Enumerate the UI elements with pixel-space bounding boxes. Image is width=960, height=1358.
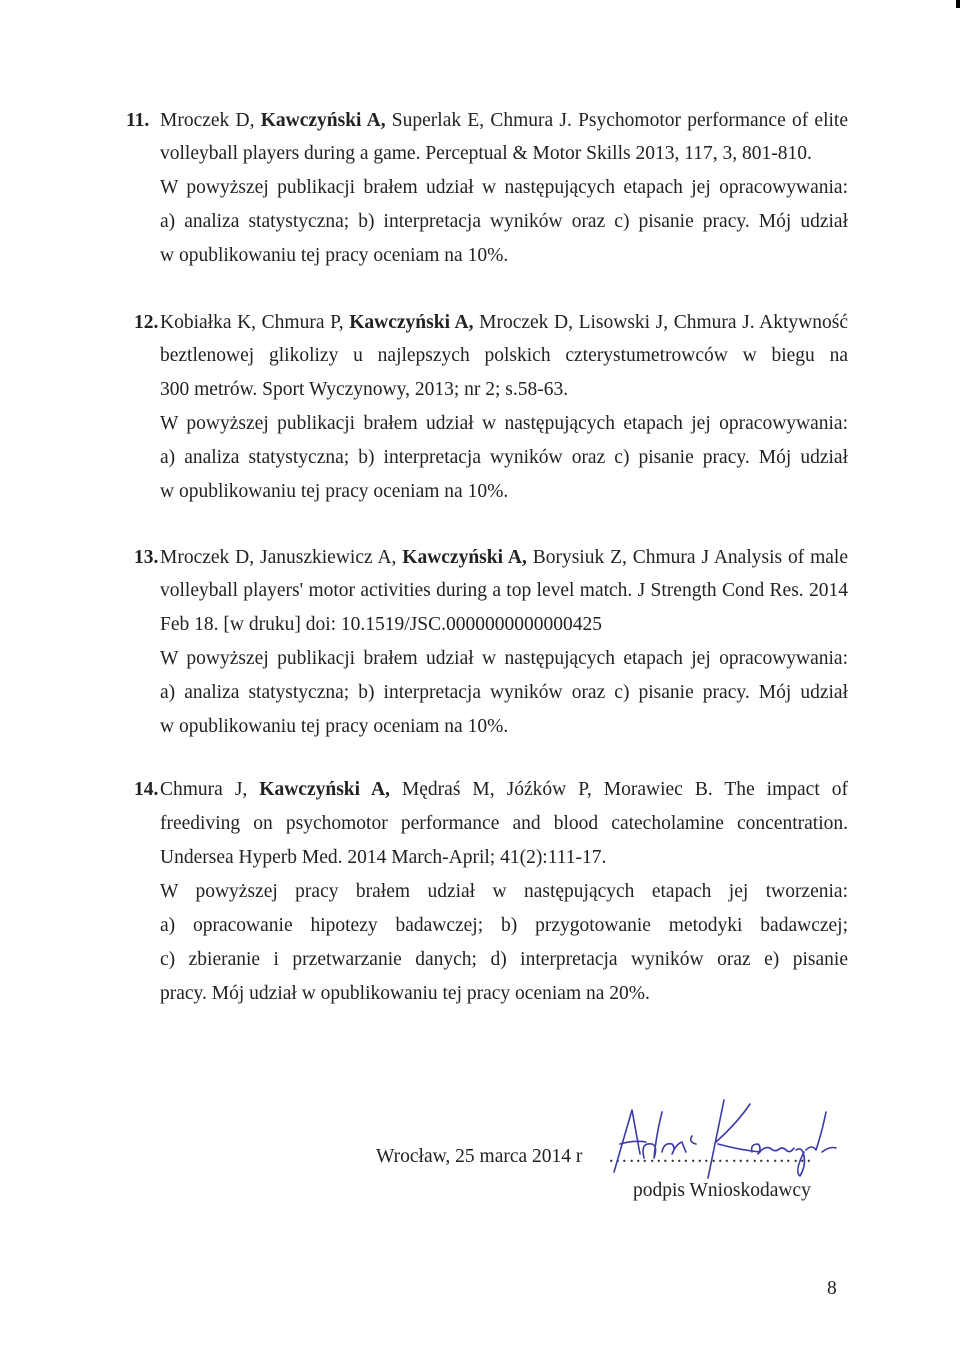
line-text: Chmura J, — [160, 779, 260, 800]
line-text: 300 metrów. Sport Wyczynowy, 2013; nr 2; s.58-63. — [160, 379, 569, 400]
line-text: W powyższej publikacji brałem udział w następujących etapach jej opracowywania: — [160, 177, 848, 198]
entry-line — [160, 608, 848, 642]
line-text: Undersea Hyperb Med. 2014 March-April; 41(2):111-17. — [160, 847, 607, 868]
entry-line — [160, 977, 848, 1011]
signature-line: ………………………… — [608, 1146, 813, 1167]
scan-corner-mark — [956, 0, 960, 8]
entry-line — [160, 943, 848, 977]
entry-line — [160, 676, 848, 710]
entry-number: 13. — [134, 547, 159, 568]
line-text: w opublikowaniu tej pracy oceniam na 10%. — [160, 481, 509, 502]
signature-label: podpis Wnioskodawcy — [633, 1180, 811, 1201]
entry-line — [160, 710, 848, 744]
line-text: c) zbieranie i przetwarzanie danych; d) interpretacja wyników oraz e) pisanie — [160, 949, 848, 970]
entry-line — [160, 104, 848, 138]
line-text: Mroczek D, Lisowski J, Chmura J. Aktywność — [473, 312, 848, 333]
entry-line — [160, 574, 848, 608]
author-highlight: Kawczyński A, — [402, 547, 527, 568]
place-date: Wrocław, 25 marca 2014 r — [376, 1146, 583, 1167]
page-number: 8 — [827, 1278, 837, 1299]
line-text: a) analiza statystyczna; b) interpretacja wyników oraz c) pisanie pracy. Mój udział — [160, 211, 848, 232]
author-highlight: Kawczyński A, — [349, 312, 474, 333]
entry-line — [160, 773, 848, 807]
entry-number: 14. — [134, 779, 159, 800]
entry-number: 11. — [126, 110, 150, 131]
entry-line — [160, 137, 848, 171]
entry-line — [160, 807, 848, 841]
line-text: Mroczek D, Januszkiewicz A, — [160, 547, 403, 568]
line-text: W powyższej publikacji brałem udział w następujących etapach jej opracowywania: — [160, 648, 848, 669]
entry-line — [160, 541, 848, 575]
entry-line — [160, 239, 848, 273]
line-text: Borysiuk Z, Chmura J Analysis of male — [526, 547, 848, 568]
entry-line — [160, 642, 848, 676]
entry-line — [160, 373, 848, 407]
line-text: beztlenowej glikolizy u najlepszych polskich czterystumetrowców w biegu na — [160, 345, 848, 366]
entry-line — [160, 441, 848, 475]
handwritten-signature — [600, 1092, 850, 1182]
publication-entry — [126, 306, 848, 509]
publication-entry — [126, 541, 848, 744]
line-text: W powyższej pracy brałem udział w następujących etapach jej tworzenia: — [160, 881, 848, 902]
author-highlight: Kawczyński A, — [259, 779, 390, 800]
line-text: w opublikowaniu tej pracy oceniam na 10%. — [160, 716, 509, 737]
line-text: Kobiałka K, Chmura P, — [160, 312, 350, 333]
entry-line — [160, 875, 848, 909]
line-text: Superlak E, Chmura J. Psychomotor performance of elite — [385, 110, 848, 131]
entry-line — [160, 339, 848, 373]
entry-line — [160, 909, 848, 943]
line-text: a) analiza statystyczna; b) interpretacja wyników oraz c) pisanie pracy. Mój udział — [160, 682, 848, 703]
line-text: w opublikowaniu tej pracy oceniam na 10%. — [160, 245, 509, 266]
entry-line — [160, 205, 848, 239]
publication-entry — [126, 104, 848, 273]
publication-entry — [126, 773, 848, 1011]
entry-line — [160, 475, 848, 509]
entry-line — [160, 306, 848, 340]
entry-number: 12. — [134, 312, 159, 333]
line-text: Mroczek D, — [160, 110, 261, 131]
line-text: Feb 18. [w druku] doi: 10.1519/JSC.0000000000000425 — [160, 614, 603, 635]
line-text: Mędraś M, Jóźków P, Morawiec B. The impact of — [389, 779, 848, 800]
entry-line — [160, 171, 848, 205]
entry-line — [160, 841, 848, 875]
entry-line — [160, 407, 848, 441]
author-highlight: Kawczyński A, — [260, 110, 386, 131]
line-text: a) analiza statystyczna; b) interpretacja wyników oraz c) pisanie pracy. Mój udział — [160, 447, 848, 468]
line-text: volleyball players during a game. Perceptual & Motor Skills 2013, 117, 3, 801-810. — [160, 143, 812, 164]
line-text: volleyball players' motor activities during a top level match. J Strength Cond Res. 2014 — [160, 580, 848, 601]
line-text: W powyższej publikacji brałem udział w następujących etapach jej opracowywania: — [160, 413, 848, 434]
line-text: pracy. Mój udział w opublikowaniu tej pracy oceniam na 20%. — [160, 983, 650, 1004]
line-text: a) opracowanie hipotezy badawczej; b) przygotowanie metodyki badawczej; — [160, 915, 848, 936]
line-text: freediving on psychomotor performance and blood catecholamine concentration. — [160, 813, 848, 834]
